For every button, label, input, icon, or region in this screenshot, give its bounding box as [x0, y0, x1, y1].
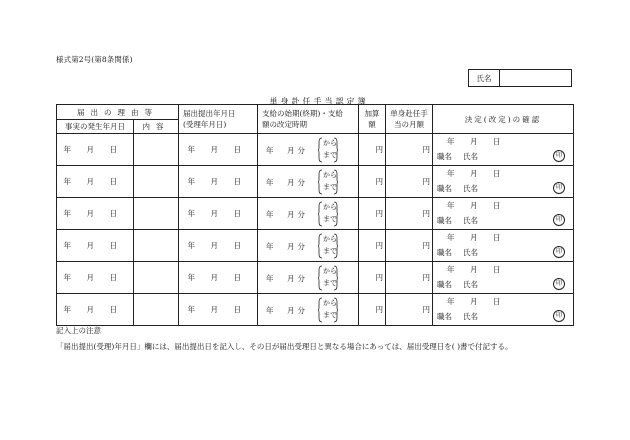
occurrence-date-cell[interactable]: 年 月 日: [57, 262, 134, 294]
monthly-amount-cell[interactable]: 円: [386, 262, 433, 294]
content-cell[interactable]: [134, 230, 179, 262]
from-until-brace: から まで: [318, 137, 338, 163]
reason-group-header: 届出の理由等: [57, 105, 179, 120]
table-row: [57, 294, 574, 326]
decision-confirm-cell[interactable]: 年 月 日 職名 氏名 印: [433, 230, 574, 262]
payment-period-cell[interactable]: 年 月分 から まで: [258, 294, 359, 326]
addition-amount-cell[interactable]: 円: [359, 230, 386, 262]
seal-mark: 印: [553, 246, 565, 258]
payment-period-cell[interactable]: 年 月分 から まで: [258, 262, 359, 294]
decision-confirm-cell[interactable]: 年 月 日 職名 氏名 印: [433, 166, 574, 198]
table-row: [57, 134, 574, 166]
seal-mark: 印: [553, 214, 565, 226]
submission-date-cell[interactable]: 年 月 日: [179, 262, 258, 294]
addition-header: 加算 額: [359, 105, 386, 134]
allowance-register-table: [56, 104, 574, 326]
content-cell[interactable]: [134, 134, 179, 166]
content-cell[interactable]: [134, 198, 179, 230]
decision-confirm-cell[interactable]: 年 月 日 職名 氏名 印: [433, 294, 574, 326]
decision-header: 決定(改定)の確認: [433, 105, 574, 134]
submission-date-cell[interactable]: 年 月 日: [179, 198, 258, 230]
payment-period-cell[interactable]: 年 月分 から まで: [258, 230, 359, 262]
submission-date-cell[interactable]: 年 月 日: [179, 134, 258, 166]
payment-period-cell[interactable]: 年 月分 から まで: [258, 198, 359, 230]
monthly-amount-cell[interactable]: 円: [386, 230, 433, 262]
table-row: [57, 198, 574, 230]
from-until-brace: から まで: [318, 233, 338, 259]
name-box: [468, 69, 572, 87]
seal-mark: 印: [553, 278, 565, 290]
addition-amount-cell[interactable]: 円: [359, 134, 386, 166]
notes-title: 記入上の注意: [56, 326, 101, 335]
monthly-amount-cell[interactable]: 円: [386, 198, 433, 230]
table-row: [57, 166, 574, 198]
monthly-amount-header: 単身赴任手 当の月額: [386, 105, 433, 134]
payment-period-cell[interactable]: 年 月分 から まで: [258, 166, 359, 198]
page-title: 単身赴任手当認定簿: [269, 97, 369, 106]
decision-confirm-cell[interactable]: 年 月 日 職名 氏名 印: [433, 198, 574, 230]
monthly-amount-cell[interactable]: 円: [386, 166, 433, 198]
name-label: 氏名: [469, 70, 500, 86]
monthly-amount-cell[interactable]: 円: [386, 294, 433, 326]
occurrence-date-cell[interactable]: 年 月 日: [57, 230, 134, 262]
from-until-brace: から まで: [318, 265, 338, 291]
seal-mark: 印: [553, 182, 565, 194]
content-header: 内容: [134, 120, 179, 134]
decision-confirm-cell[interactable]: 年 月 日 職名 氏名 印: [433, 262, 574, 294]
from-until-brace: から まで: [318, 297, 338, 323]
payment-period-header: 支給の始期(終期)・支給 額の改定時期: [258, 105, 359, 134]
monthly-amount-cell[interactable]: 円: [386, 134, 433, 166]
seal-mark: 印: [553, 310, 565, 322]
occurrence-date-cell[interactable]: 年 月 日: [57, 166, 134, 198]
submission-date-cell[interactable]: 年 月 日: [179, 166, 258, 198]
table-row: [57, 262, 574, 294]
from-until-brace: から まで: [318, 169, 338, 195]
payment-period-cell[interactable]: 年 月分 から まで: [258, 134, 359, 166]
occurrence-date-header: 事実の発生年月日: [57, 120, 134, 134]
addition-amount-cell[interactable]: 円: [359, 198, 386, 230]
occurrence-date-cell[interactable]: 年 月 日: [57, 198, 134, 230]
addition-amount-cell[interactable]: 円: [359, 166, 386, 198]
submission-date-header: 届出提出年月日 (受理年月日): [179, 105, 258, 134]
occurrence-date-cell[interactable]: 年 月 日: [57, 294, 134, 326]
table-row: [57, 230, 574, 262]
content-cell[interactable]: [134, 262, 179, 294]
content-cell[interactable]: [134, 166, 179, 198]
notes-text: 「届出提出(受理)年月日」欄には、届出提出日を記入し、その日が届出受理日と異なる場合にあっては、届出受理日を( )書で付記する。: [56, 342, 513, 351]
seal-mark: 印: [553, 150, 565, 162]
name-field[interactable]: [500, 70, 571, 86]
addition-amount-cell[interactable]: 円: [359, 294, 386, 326]
addition-amount-cell[interactable]: 円: [359, 262, 386, 294]
occurrence-date-cell[interactable]: 年 月 日: [57, 134, 134, 166]
decision-confirm-cell[interactable]: 年 月 日 職名 氏名 印: [433, 134, 574, 166]
submission-date-cell[interactable]: 年 月 日: [179, 294, 258, 326]
submission-date-cell[interactable]: 年 月 日: [179, 230, 258, 262]
form-number: 様式第2号(第8条関係): [56, 55, 133, 64]
content-cell[interactable]: [134, 294, 179, 326]
from-until-brace: から まで: [318, 201, 338, 227]
